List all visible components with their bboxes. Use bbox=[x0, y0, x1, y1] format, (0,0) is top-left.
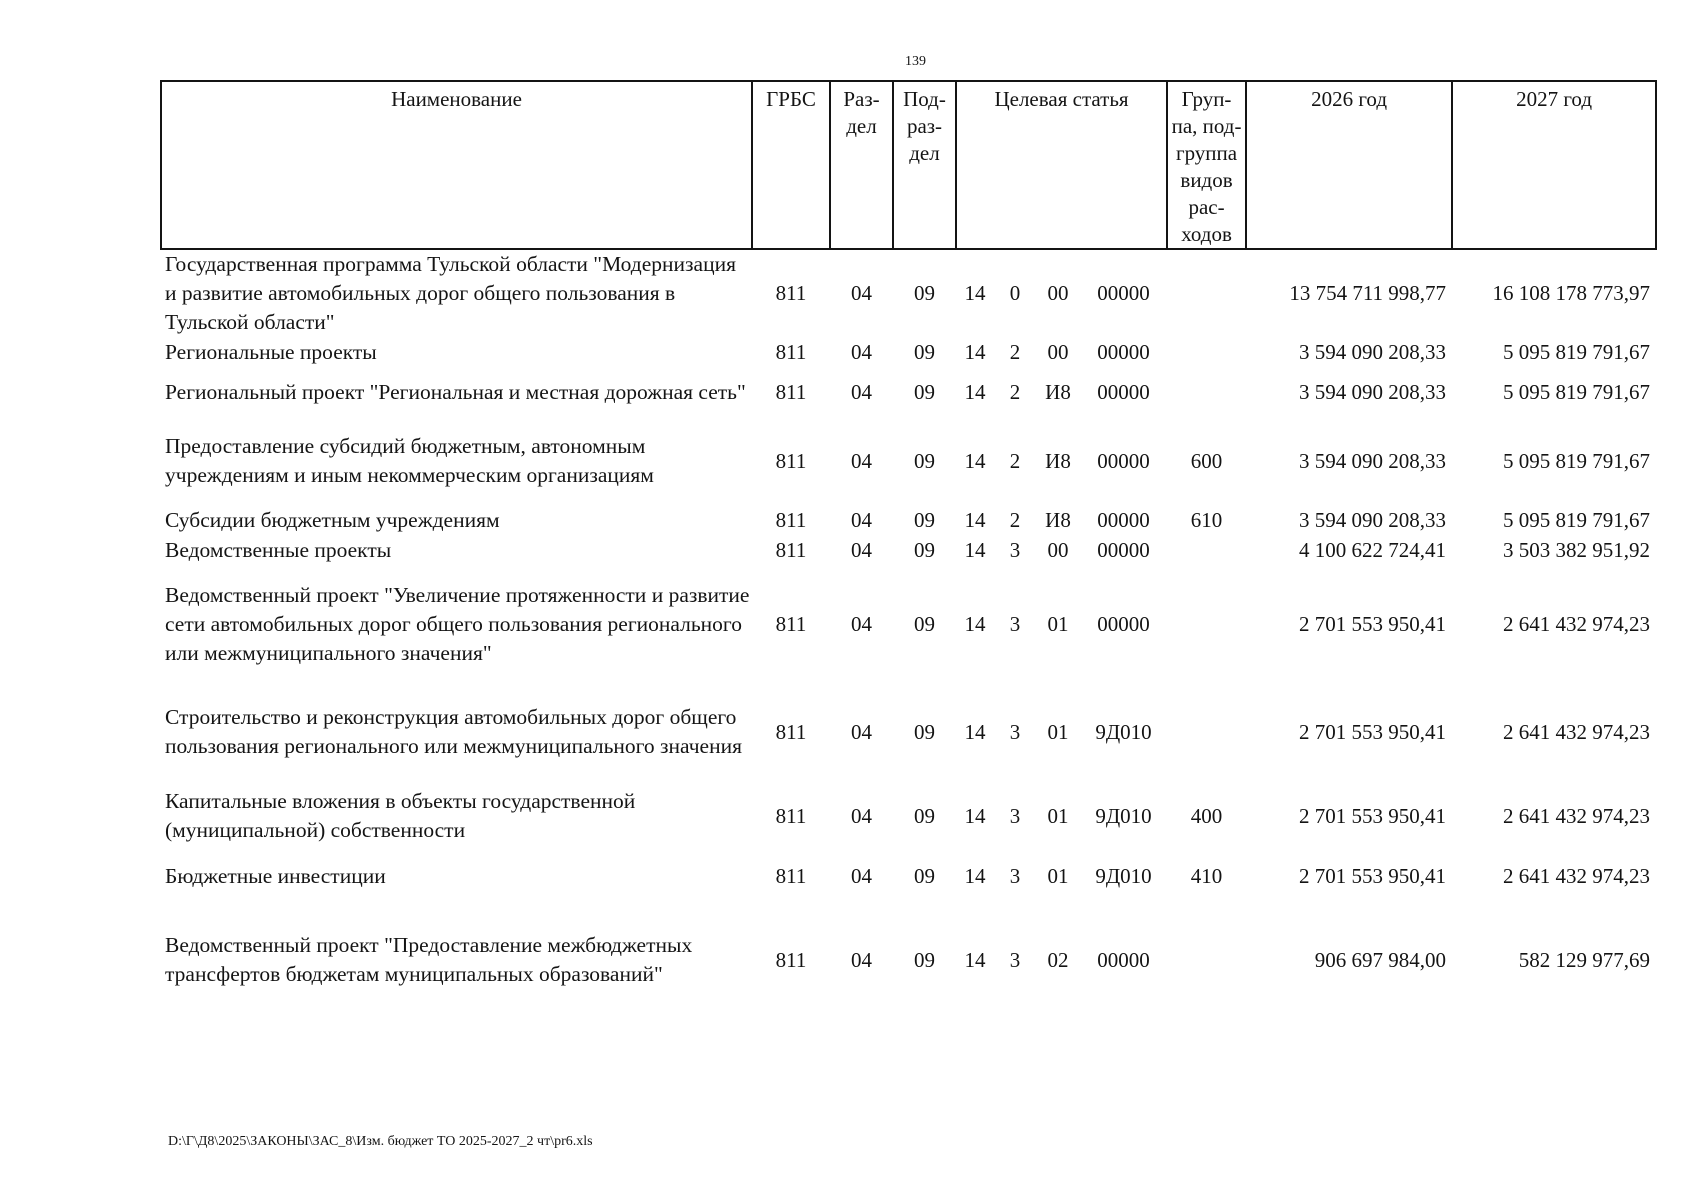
row-podrazdel: 09 bbox=[914, 507, 935, 532]
row-name: Предоставление субсидий бюджетным, автономным учреждениям и иным некоммерческим организациям bbox=[165, 434, 654, 487]
row-amount-2026: 906 697 984,00 bbox=[1314, 947, 1447, 972]
row-target-direction: 9Д010 bbox=[1095, 803, 1152, 828]
row-name: Бюджетные инвестиции bbox=[165, 863, 386, 888]
row-amount-2026: 3 594 090 208,33 bbox=[1299, 379, 1447, 404]
row-razdel: 04 bbox=[851, 281, 872, 305]
row-expense-group: 610 bbox=[1190, 507, 1223, 532]
row-grbs: 811 bbox=[775, 803, 807, 828]
row-target-type: 2 bbox=[1009, 448, 1021, 473]
row-name: Ведомственный проект "Увеличение протяженности и развитие сети автомобильных дорог общего пользования регионального или межмуниципального значения" bbox=[165, 582, 750, 665]
header-razdel: Раз- дел bbox=[830, 81, 893, 249]
row-target-subtype: 00 bbox=[1047, 281, 1069, 305]
row-target-direction: 00000 bbox=[1097, 339, 1150, 364]
table-row bbox=[161, 901, 1656, 1019]
page-number: 139 bbox=[905, 54, 926, 69]
row-target-subtype: 00 bbox=[1047, 339, 1069, 364]
row-target-subtype: 02 bbox=[1047, 947, 1069, 972]
row-name: Ведомственные проекты bbox=[165, 537, 392, 562]
row-expense-group bbox=[1167, 367, 1246, 417]
row-razdel: 04 bbox=[851, 537, 872, 562]
header-year-2027: 2027 год bbox=[1452, 81, 1656, 249]
row-razdel: 04 bbox=[851, 448, 872, 473]
row-name: Региональные проекты bbox=[165, 339, 377, 364]
row-grbs: 811 bbox=[775, 537, 807, 562]
row-expense-group bbox=[1167, 249, 1246, 337]
row-name: Ведомственный проект "Предоставление межбюджетных трансфертов бюджетам муниципальных образований" bbox=[165, 933, 693, 986]
row-expense-group bbox=[1167, 337, 1246, 367]
row-grbs: 811 bbox=[775, 448, 807, 473]
row-target-type: 0 bbox=[1009, 281, 1021, 305]
header-expense-group: Груп- па, под- группа видов рас- ходов bbox=[1167, 81, 1246, 249]
row-target-direction: 00000 bbox=[1097, 448, 1150, 473]
row-target-type: 2 bbox=[1009, 339, 1021, 364]
row-expense-group: 600 bbox=[1190, 448, 1223, 473]
table-header bbox=[161, 81, 1656, 249]
table-body bbox=[161, 249, 1656, 1019]
row-podrazdel: 09 bbox=[914, 803, 935, 828]
table-row bbox=[161, 565, 1656, 683]
row-podrazdel: 09 bbox=[914, 611, 935, 636]
row-razdel: 04 bbox=[851, 507, 872, 532]
row-target-program: 14 bbox=[964, 803, 986, 828]
row-amount-2027: 2 641 432 974,23 bbox=[1503, 863, 1651, 888]
row-podrazdel: 09 bbox=[914, 863, 935, 888]
row-grbs: 811 bbox=[775, 863, 807, 888]
row-amount-2026: 3 594 090 208,33 bbox=[1299, 339, 1447, 364]
row-target-type: 3 bbox=[1009, 611, 1021, 636]
row-target-subtype: 01 bbox=[1047, 611, 1069, 636]
row-amount-2026: 3 594 090 208,33 bbox=[1299, 507, 1447, 532]
row-target-program: 14 bbox=[964, 281, 986, 305]
row-target-program: 14 bbox=[964, 448, 986, 473]
row-expense-group: 400 bbox=[1190, 803, 1223, 828]
row-target-program: 14 bbox=[964, 719, 986, 744]
row-target-type: 3 bbox=[1009, 719, 1021, 744]
row-podrazdel: 09 bbox=[914, 719, 935, 744]
row-expense-group: 410 bbox=[1190, 863, 1223, 888]
row-target-program: 14 bbox=[964, 379, 986, 404]
row-amount-2027: 3 503 382 951,92 bbox=[1503, 537, 1651, 562]
row-target-direction: 00000 bbox=[1097, 611, 1150, 636]
row-target-direction: 9Д010 bbox=[1095, 719, 1152, 744]
row-target-program: 14 bbox=[964, 947, 986, 972]
table-row bbox=[161, 851, 1656, 901]
row-name: Региональный проект "Региональная и местная дорожная сеть" bbox=[165, 379, 746, 404]
row-razdel: 04 bbox=[851, 947, 872, 972]
row-name: Государственная программа Тульской области "Модернизация и развитие автомобильных дорог общего пользования в Тульской области" bbox=[165, 252, 736, 334]
row-amount-2026: 2 701 553 950,41 bbox=[1299, 719, 1447, 744]
row-target-subtype: 01 bbox=[1047, 803, 1069, 828]
row-expense-group bbox=[1167, 535, 1246, 565]
row-target-direction: 00000 bbox=[1097, 947, 1150, 972]
row-amount-2027: 5 095 819 791,67 bbox=[1503, 448, 1651, 473]
row-podrazdel: 09 bbox=[914, 537, 935, 562]
row-target-type: 3 bbox=[1009, 947, 1021, 972]
table-row bbox=[161, 249, 1656, 337]
row-grbs: 811 bbox=[775, 339, 807, 364]
row-razdel: 04 bbox=[851, 611, 872, 636]
row-target-program: 14 bbox=[964, 339, 986, 364]
row-name: Строительство и реконструкция автомобильных дорог общего пользования регионального или межмуниципального значения bbox=[165, 705, 742, 758]
row-amount-2026: 13 754 711 998,77 bbox=[1289, 281, 1447, 305]
row-target-type: 3 bbox=[1009, 803, 1021, 828]
row-expense-group bbox=[1167, 565, 1246, 683]
row-razdel: 04 bbox=[851, 803, 872, 828]
row-amount-2026: 3 594 090 208,33 bbox=[1299, 448, 1447, 473]
row-target-subtype: 00 bbox=[1047, 537, 1069, 562]
header-year-2026: 2026 год bbox=[1246, 81, 1452, 249]
row-amount-2027: 5 095 819 791,67 bbox=[1503, 379, 1651, 404]
row-amount-2027: 2 641 432 974,23 bbox=[1503, 611, 1651, 636]
row-target-type: 2 bbox=[1009, 507, 1021, 532]
header-grbs: ГРБС bbox=[752, 81, 830, 249]
table-row bbox=[161, 683, 1656, 781]
row-target-program: 14 bbox=[964, 611, 986, 636]
row-target-program: 14 bbox=[964, 537, 986, 562]
row-amount-2027: 16 108 178 773,97 bbox=[1492, 281, 1651, 305]
row-razdel: 04 bbox=[851, 339, 872, 364]
table-row bbox=[161, 535, 1656, 565]
row-grbs: 811 bbox=[775, 507, 807, 532]
header-podrazdel: Под- раз- дел bbox=[893, 81, 956, 249]
row-target-direction: 9Д010 bbox=[1095, 863, 1152, 888]
row-amount-2026: 4 100 622 724,41 bbox=[1299, 537, 1447, 562]
row-expense-group bbox=[1167, 901, 1246, 1019]
row-target-subtype: И8 bbox=[1045, 448, 1071, 473]
row-grbs: 811 bbox=[775, 611, 807, 636]
row-amount-2026: 2 701 553 950,41 bbox=[1299, 803, 1447, 828]
row-target-direction: 00000 bbox=[1097, 379, 1150, 404]
row-amount-2027: 582 129 977,69 bbox=[1518, 947, 1651, 972]
row-amount-2026: 2 701 553 950,41 bbox=[1299, 611, 1447, 636]
footer-file-path: D:\Г\Д8\2025\ЗАКОНЫ\ЗАС_8\Изм. бюджет ТО 2025-2027_2 чт\pr6.xls bbox=[168, 1134, 593, 1149]
row-grbs: 811 bbox=[775, 281, 807, 305]
row-target-direction: 00000 bbox=[1097, 507, 1150, 532]
row-podrazdel: 09 bbox=[914, 947, 935, 972]
row-podrazdel: 09 bbox=[914, 379, 935, 404]
table-row bbox=[161, 417, 1656, 505]
row-razdel: 04 bbox=[851, 863, 872, 888]
table-row bbox=[161, 505, 1656, 535]
row-amount-2027: 2 641 432 974,23 bbox=[1503, 719, 1651, 744]
row-target-type: 3 bbox=[1009, 863, 1021, 888]
header-name: Наименование bbox=[161, 81, 752, 249]
row-target-subtype: И8 bbox=[1045, 507, 1071, 532]
row-grbs: 811 bbox=[775, 379, 807, 404]
row-razdel: 04 bbox=[851, 719, 872, 744]
row-target-program: 14 bbox=[964, 863, 986, 888]
table-row bbox=[161, 781, 1656, 851]
row-razdel: 04 bbox=[851, 379, 872, 404]
row-target-subtype: 01 bbox=[1047, 863, 1069, 888]
budget-table bbox=[160, 80, 1657, 1019]
header-target-article: Целевая статья bbox=[956, 81, 1167, 249]
row-amount-2027: 5 095 819 791,67 bbox=[1503, 339, 1651, 364]
row-target-type: 2 bbox=[1009, 379, 1021, 404]
row-grbs: 811 bbox=[775, 947, 807, 972]
table-row bbox=[161, 367, 1656, 417]
row-podrazdel: 09 bbox=[914, 281, 935, 305]
row-amount-2027: 5 095 819 791,67 bbox=[1503, 507, 1651, 532]
row-amount-2026: 2 701 553 950,41 bbox=[1299, 863, 1447, 888]
row-podrazdel: 09 bbox=[914, 339, 935, 364]
row-amount-2027: 2 641 432 974,23 bbox=[1503, 803, 1651, 828]
row-target-subtype: 01 bbox=[1047, 719, 1069, 744]
row-target-program: 14 bbox=[964, 507, 986, 532]
row-target-direction: 00000 bbox=[1097, 281, 1150, 305]
row-expense-group bbox=[1167, 683, 1246, 781]
table-row bbox=[161, 337, 1656, 367]
row-target-subtype: И8 bbox=[1045, 379, 1071, 404]
row-target-type: 3 bbox=[1009, 537, 1021, 562]
row-grbs: 811 bbox=[775, 719, 807, 744]
row-podrazdel: 09 bbox=[914, 448, 935, 473]
row-target-direction: 00000 bbox=[1097, 537, 1150, 562]
row-name: Субсидии бюджетным учреждениям bbox=[165, 507, 500, 532]
row-name: Капитальные вложения в объекты государственной (муниципальной) собственности bbox=[165, 789, 636, 842]
